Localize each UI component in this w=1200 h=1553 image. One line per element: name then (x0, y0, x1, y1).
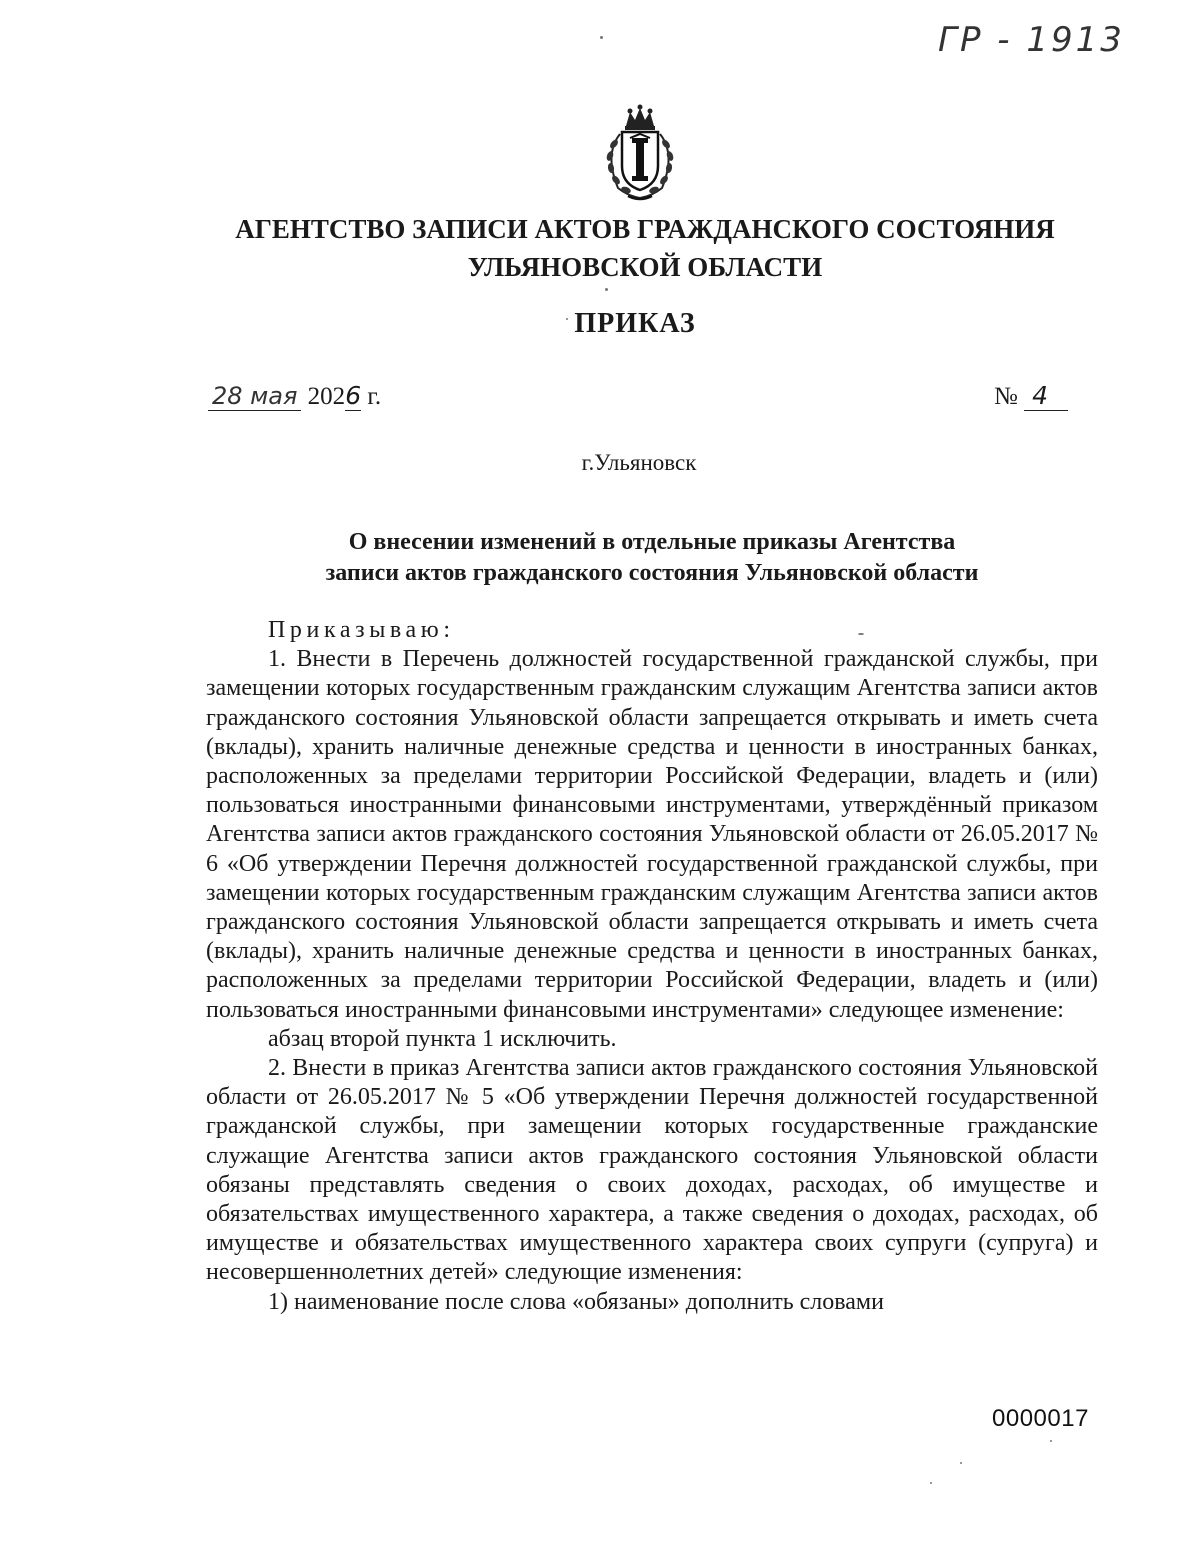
paragraph-2: 2. Внести в приказ Агентства записи актов гражданского состояния Ульяновской области от 26.05.2017 № 5 «Об утверждении Перечня должностей государственной гражданской службы, при замещении которых государственные гражданские служащие Агентства записи актов гражданского состояния Ульяновской области обязаны представлять сведения о своих доходах, расходах, об имуществе и обязательствах имущественного характера, а также сведения о доходах, расходах, об имуществе и обязательствах имущественного характера своих супруги (супруга) и несовершеннолетних детей» следующие изменения: (206, 1055, 1098, 1286)
city: г.Ульяновск (581, 450, 697, 475)
paragraph-1: 1. Внести в Перечень должностей государственной гражданской службы, при замещении которых государственным гражданским служащим Агентства записи актов гражданского состояния Ульяновской области запрещается открывать и иметь счета (вклады), хранить наличные денежные средства и ценности в иностранных банках, расположенных за пределами территории Российской Федерации, владеть и (или) пользоваться иностранными финансовыми инструментами, утверждённый приказом Агентства записи актов гражданского состояния Ульяновской области от 26.05.2017 № 6 «Об утверждении Перечня должностей государственной гражданской службы, при замещении которых государственным гражданским служащим Агентства записи актов гражданского состояния Ульяновской области запрещается открывать и иметь счета (вклады), хранить наличные денежные средства и ценности в иностранных банках, расположенных за пределами территории Российской Федерации, владеть и (или) пользоваться иностранными финансовыми инструментами» следующее изменение: (206, 646, 1098, 1023)
order-year-handwritten-digit: 6 (345, 381, 362, 410)
order-date-handwritten: 28 мая (208, 382, 301, 411)
order-word: Приказываю: (268, 617, 455, 643)
order-number (994, 381, 1068, 411)
paragraph-1-sub: абзац второй пункта 1 исключить. (268, 1025, 617, 1052)
registration-mark: ГР - 1913 (938, 20, 1125, 60)
document-body (206, 616, 1098, 1317)
document-code: 0000017 (992, 1405, 1089, 1432)
order-year-prefix: 202 (307, 383, 346, 410)
scan-speck (930, 1482, 932, 1484)
document-subject-line2: записи актов гражданского состояния Ульяновской области (325, 560, 979, 586)
agency-title-line1: АГЕНТСТВО ЗАПИСИ АКТОВ ГРАЖДАНСКОГО СОСТОЯНИЯ (235, 214, 1055, 244)
order-number-handwritten: 4 (1024, 381, 1068, 411)
document-type: ПРИКАЗ (574, 308, 696, 339)
scan-speck (605, 288, 608, 291)
scan-speck (566, 318, 568, 320)
scan-speck (858, 633, 864, 635)
order-date (208, 381, 381, 411)
agency-title-line2: УЛЬЯНОВСКОЙ ОБЛАСТИ (467, 252, 823, 282)
paragraph-2-item-1: 1) наименование после слова «обязаны» дополнить словами (268, 1288, 884, 1315)
agency-title (0, 210, 1200, 286)
scan-speck (1050, 1440, 1052, 1442)
number-sign: № (994, 383, 1018, 410)
document-subject (0, 527, 1200, 589)
scan-speck (600, 36, 603, 39)
coat-of-arms-icon (592, 104, 688, 202)
document-subject-line1: О внесении изменений в отдельные приказы Агентства (348, 529, 956, 555)
scan-speck (960, 1462, 962, 1464)
order-date-suffix: г. (367, 383, 382, 410)
